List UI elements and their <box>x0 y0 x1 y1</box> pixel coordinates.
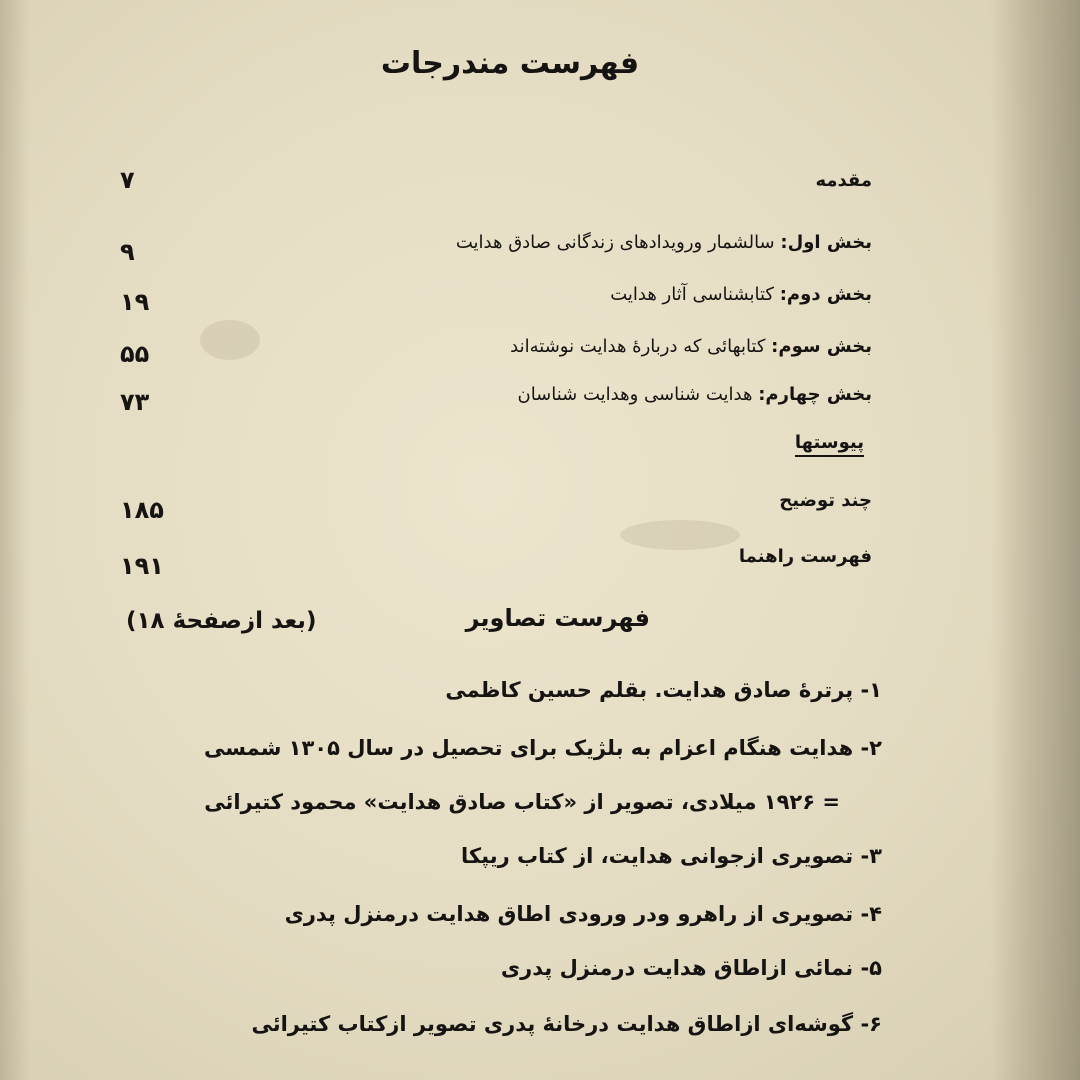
illustration-item: ۲- هدایت هنگام اعزام به بلژیک برای تحصیل در سال ۱۳۰۵ شمسی <box>204 736 882 760</box>
illustration-item: ۵- نمائی ازاطاق هدایت درمنزل پدری <box>500 956 882 980</box>
toc-part-title: بخش سوم: <box>771 336 872 357</box>
illustration-item: ۱- پرترهٔ صادق هدایت. بقلم حسین کاظمی <box>445 678 882 702</box>
illustration-item: ۴- تصویری از راهرو ودر ورودی اطاق هدایت درمنزل پدری <box>284 902 882 926</box>
appendix-heading: پیوستها <box>795 432 864 457</box>
toc-row-part-3 <box>120 330 872 374</box>
toc-page-number: ۵۵ <box>120 340 150 368</box>
toc-label <box>610 284 872 305</box>
toc-page-number: ۱۹۱ <box>120 552 164 580</box>
toc-part-desc: سالشمار ورویدادهای زندگانی صادق هدایت <box>455 232 775 253</box>
toc-row-part-1 <box>120 226 872 270</box>
toc-page-number: ۷۳ <box>120 388 150 416</box>
toc-label: چند توضیح <box>779 490 872 511</box>
toc-part-desc: هدایت شناسی وهدایت شناسان <box>517 384 753 405</box>
toc-row-part-4 <box>120 378 872 422</box>
toc-row-intro <box>120 164 872 208</box>
illustration-item: ۶- گوشه‌ای ازاطاق هدایت درخانهٔ پدری تصویر ازکتاب کتیرائی <box>251 1012 882 1036</box>
toc-page-number: ۷ <box>120 166 135 194</box>
toc-page-number: ۹ <box>120 238 135 266</box>
illustration-item: ۳- تصویری ازجوانی هدایت، از کتاب ریپکا <box>461 844 882 868</box>
toc-part-desc: کتابشناسی آثار هدایت <box>610 284 774 305</box>
toc-page-number: ۱۸۵ <box>120 496 164 524</box>
toc-label <box>510 336 872 357</box>
toc-part-title: بخش دوم: <box>779 284 872 305</box>
toc-row-appendix-1 <box>120 484 872 528</box>
toc-page-number: ۱۹ <box>120 288 150 316</box>
toc-row-part-2 <box>120 278 872 322</box>
page-edge-shadow <box>0 0 30 1080</box>
illustrations-note: (بعد ازصفحهٔ ۱۸) <box>126 608 317 634</box>
toc-row-appendix-2 <box>120 540 872 584</box>
toc-part-title: بخش چهارم: <box>758 384 872 405</box>
toc-label <box>517 384 872 405</box>
toc-part-desc: کتابهائی که دربارهٔ هدایت نوشته‌اند <box>510 336 766 357</box>
binding-gutter-shadow <box>990 0 1080 1080</box>
illustration-item-continued: = ۱۹۲۶ میلادی، تصویر از «کتاب صادق هدایت» محمود کتیرائی <box>204 790 840 814</box>
toc-part-title: بخش اول: <box>780 232 872 253</box>
illustrations-heading: فهرست تصاویر <box>465 604 650 632</box>
page-title: فهرست مندرجات <box>380 46 640 81</box>
toc-label: فهرست راهنما <box>738 546 872 567</box>
toc-label <box>456 232 872 253</box>
toc-label: مقدمه <box>815 170 872 191</box>
